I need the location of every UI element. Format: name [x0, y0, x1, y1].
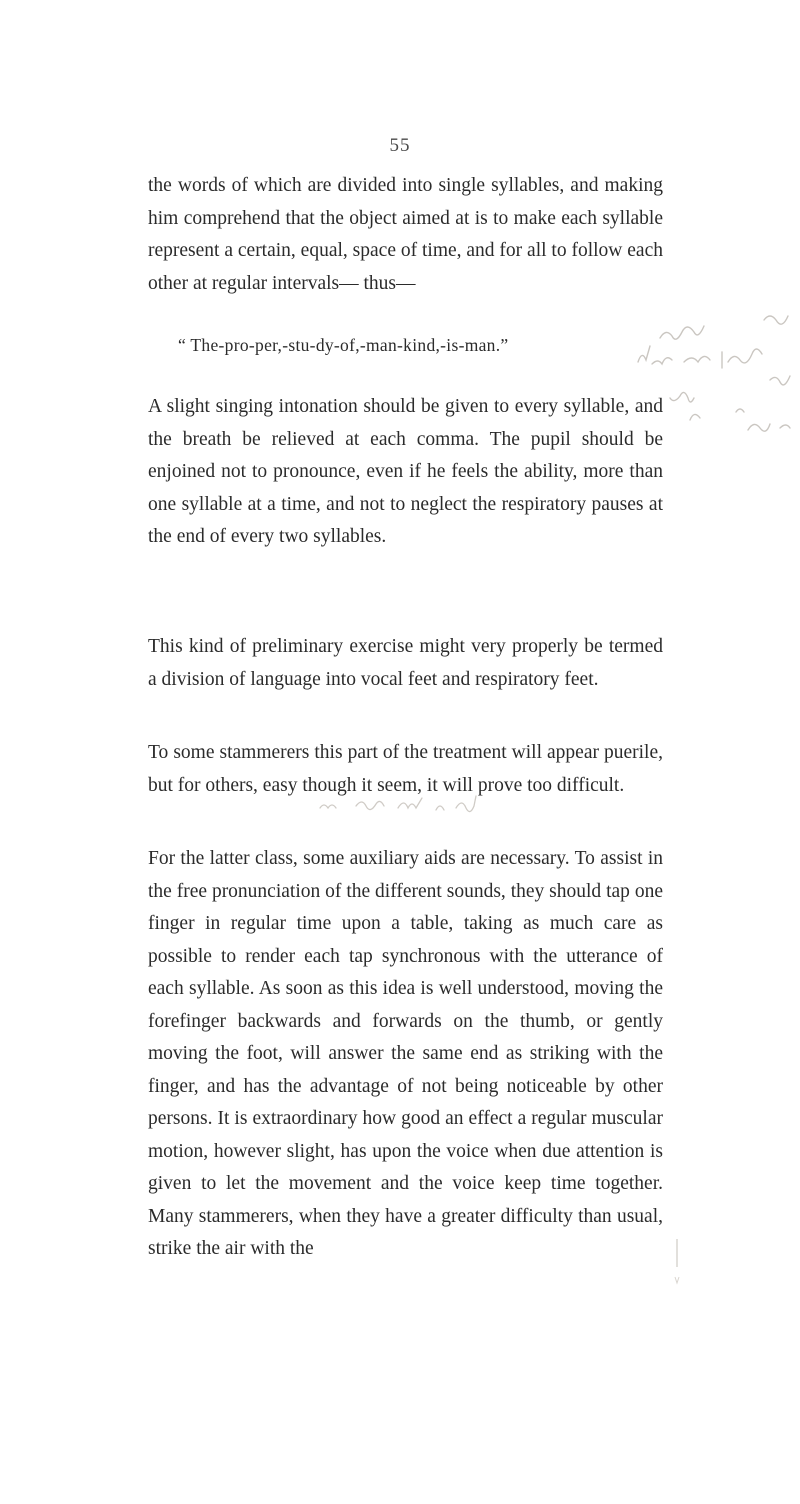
paragraph-1 — [148, 170, 663, 300]
margin-mark — [672, 1237, 682, 1287]
paragraph-5 — [148, 843, 663, 1266]
paragraph-text: the words of which are divided into single syllables, and making him comprehend that the object aimed at is to make each syllable represent a certain, equal, space of time, and for all to follow each other at regular intervals— thus— — [148, 175, 663, 294]
paragraph-3 — [148, 631, 663, 696]
page-number: 55 — [389, 135, 411, 156]
paragraph-text: This kind of preliminary exercise might very properly be termed a division of language into vocal feet and respiratory feet. — [148, 636, 663, 690]
paragraph-text: To some stammerers this part of the treatment will appear puerile, but for others, easy though it seem, it will prove too difficult. — [148, 742, 663, 796]
paragraph-text: For the latter class, some auxiliary aids are necessary. To assist in the free pronunciation of the different sounds, they should tap one finger in regular time upon a table, taking as much care as possible to render each tap synchronous with the utterance of each syllable. As soon as this idea is well understood, moving the forefinger backwards and forwards on the thumb, or gently moving the foot, will answer the same end as striking with the finger, and has the advantage of not being noticeable by other persons. It is extraordinary how good an effect a regular muscular motion, however slight, has upon the voice when due attention is given to let the movement and the voice keep time together. Many stammerers, when they have a greater difficulty than usual, strike the air with the — [148, 848, 663, 1259]
handwritten-inline-note — [316, 792, 546, 818]
paragraph-2 — [148, 391, 663, 554]
paragraph-text: A slight singing intonation should be given to every syllable, and the breath be relieved at each comma. The pupil should be enjoined not to pronounce, even if he feels the ability, more than one syllable at a time, and not to neglect the respiratory pauses at the end of every two syllables. — [148, 396, 663, 547]
syllable-example: “ The-pro-per,-stu-dy-of,-man-kind,-is-man.” — [178, 335, 509, 355]
